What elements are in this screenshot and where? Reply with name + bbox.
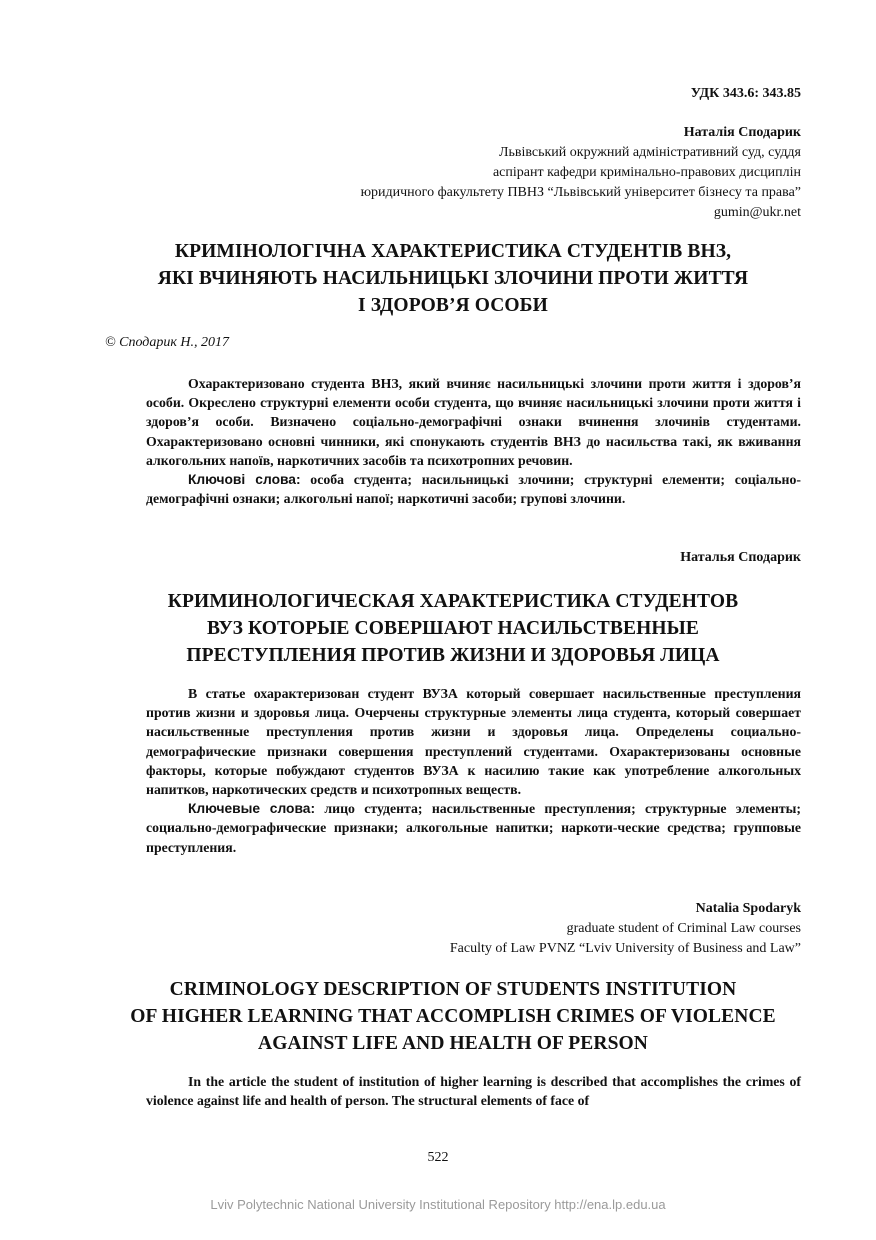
- ua-keywords: [146, 470, 801, 508]
- ru-title-line: КРИМИНОЛОГИЧЕСКАЯ ХАРАКТЕРИСТИКА СТУДЕНТОВ: [167, 591, 739, 612]
- ru-title: [60, 588, 846, 669]
- copyright: © Сподарик Н., 2017: [105, 335, 230, 350]
- ru-abstract-text: В статье охарактеризован студент ВУЗА который совершает насильственные преступления против жизни и здоровья лица. Очерчены структурные элементы лица студента, который совершает насильственные преступления против жизни и здоровья лица. Определены социально-демографические признаки совершения преступлений студентами. Охарактеризованы основные факторы, которые побуждают студентов ВУЗА к насилию такие как употребление алкогольных напитков, наркотических средств и психотропных веществ.: [146, 686, 801, 798]
- ru-keywords-label: Ключевые слова:: [188, 801, 316, 817]
- ru-abstract: [146, 684, 801, 857]
- ua-abstract: [146, 374, 801, 508]
- ua-abstract-text: Охарактеризовано студента ВНЗ, який вчиняє насильницькі злочини проти життя і здоров’я особи. Окреслено структурні елементи особи студента, що вчиняє насильницькі злочини проти життя і здоров’я особи. Визначено соціально-демографічні ознаки вчинення злочинів студентами. Охарактеризовано основні чинники, які спонукають студентів ВНЗ до насильства такі, як вживання алкогольних напоїв, наркотичних засобів та психотропних речовин.: [146, 376, 801, 468]
- en-title-line: CRIMINOLOGY DESCRIPTION OF STUDENTS INSTITUTION: [169, 979, 737, 1000]
- repository-footer[interactable]: Lviv Polytechnic National University Institutional Repository http://ena.lp.edu.ua: [210, 1197, 666, 1212]
- ua-keywords-text: особа студента; насильницькі злочини; структурні елементи; соціально-демографічні ознаки; алкогольні напої; наркотичні засоби; групові злочини.: [146, 472, 801, 507]
- ua-author-position: аспірант кафедри кримінально-правових дисциплін: [492, 165, 801, 180]
- udk-code: УДК 343.6: 343.85: [690, 86, 801, 101]
- ua-title-line: ЯКІ ВЧИНЯЮТЬ НАСИЛЬНИЦЬКІ ЗЛОЧИНИ ПРОТИ ЖИТТЯ: [157, 268, 749, 289]
- ua-title-line: КРИМІНОЛОГІЧНА ХАРАКТЕРИСТИКА СТУДЕНТІВ ВНЗ,: [174, 241, 732, 262]
- en-title-line: AGAINST LIFE AND HEALTH OF PERSON: [258, 1033, 648, 1054]
- ua-author-affiliation: Львівський окружний адміністративний суд, суддя: [499, 145, 801, 160]
- ru-author-name: Наталья Сподарик: [680, 550, 801, 565]
- ua-author-name: Наталія Сподарик: [683, 125, 801, 140]
- ua-author-faculty: юридичного факультету ПВНЗ “Львівський університет бізнесу та права”: [360, 185, 801, 200]
- ua-title-line: І ЗДОРОВ’Я ОСОБИ: [358, 295, 548, 316]
- en-title: [60, 976, 846, 1057]
- ua-author-email[interactable]: gumin@ukr.net: [713, 205, 801, 220]
- en-author-block: [450, 899, 801, 959]
- ua-author-block: [361, 123, 801, 223]
- ru-title-line: ВУЗ КОТОРЫЕ СОВЕРШАЮТ НАСИЛЬСТВЕННЫЕ: [206, 618, 699, 639]
- en-abstract: [146, 1072, 801, 1110]
- page-number: 522: [427, 1150, 449, 1165]
- ua-keywords-label: Ключові слова:: [188, 472, 301, 488]
- en-author-faculty: Faculty of Law PVNZ “Lviv University of Business and Law”: [449, 941, 801, 956]
- en-title-line: OF HIGHER LEARNING THAT ACCOMPLISH CRIMES OF VIOLENCE: [130, 1006, 776, 1027]
- en-author-name: Natalia Spodaryk: [695, 901, 801, 916]
- en-abstract-text: In the article the student of institution of higher learning is described that accomplishes the crimes of violence against life and health of person. The structural elements of face of: [146, 1074, 801, 1109]
- ua-title: [60, 238, 846, 319]
- en-author-position: graduate student of Criminal Law courses: [566, 921, 801, 936]
- ru-title-line: ПРЕСТУПЛЕНИЯ ПРОТИВ ЖИЗНИ И ЗДОРОВЬЯ ЛИЦА: [186, 645, 720, 666]
- ru-keywords-text: лицо студента; насильственные преступления; структурные элементы; социально-демографические признаки; алкогольные напитки; наркоти-ческие средства; групповые преступления.: [146, 801, 801, 855]
- ru-keywords: [146, 799, 801, 857]
